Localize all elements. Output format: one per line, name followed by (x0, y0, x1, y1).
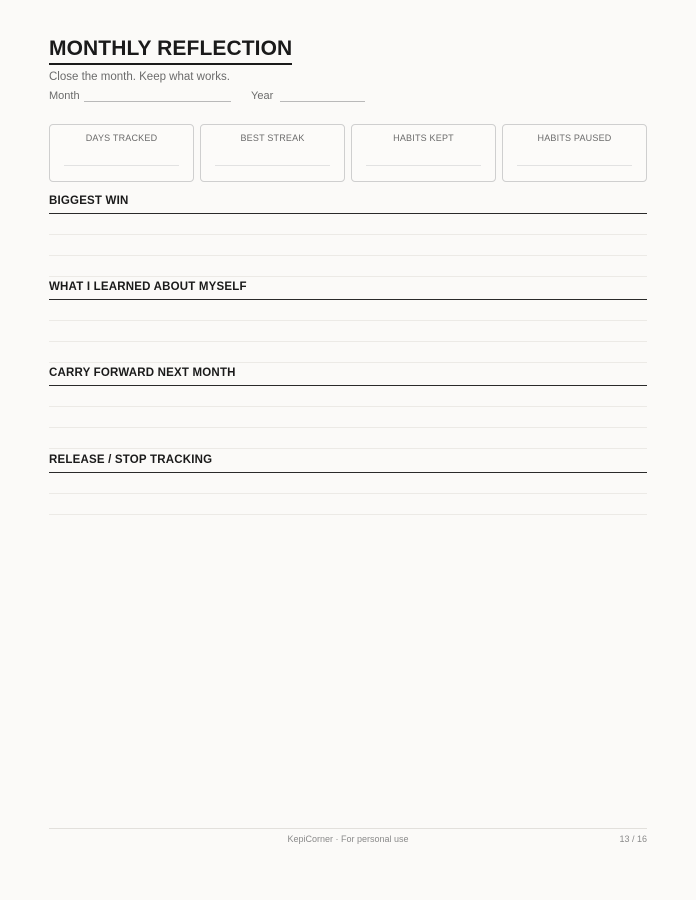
writing-line[interactable] (49, 214, 647, 235)
footer-brand: KepiCorner · For personal use (287, 834, 409, 844)
writing-line[interactable] (49, 428, 647, 449)
writing-line[interactable] (49, 473, 647, 494)
writing-line[interactable] (49, 494, 647, 515)
writing-line[interactable] (49, 321, 647, 342)
writing-line[interactable] (49, 235, 647, 256)
stat-box-habits-kept[interactable] (351, 124, 496, 182)
section-heading: CARRY FORWARD NEXT MONTH (49, 366, 647, 386)
month-year-row (49, 90, 647, 104)
stat-label: HABITS PAUSED (537, 133, 612, 143)
stat-label: HABITS KEPT (393, 133, 454, 143)
section-learned (49, 280, 647, 363)
writing-line[interactable] (49, 407, 647, 428)
stat-label: DAYS TRACKED (85, 133, 158, 143)
writing-line[interactable] (49, 300, 647, 321)
stat-box-habits-paused[interactable] (502, 124, 647, 182)
page-title: MONTHLY REFLECTION (49, 37, 292, 65)
stat-label: BEST STREAK (240, 133, 305, 143)
section-release (49, 453, 647, 515)
month-field[interactable] (84, 101, 231, 102)
stat-box-best-streak[interactable] (200, 124, 345, 182)
section-heading: WHAT I LEARNED ABOUT MYSELF (49, 280, 647, 300)
footer-divider (49, 828, 647, 829)
stat-entry-line (517, 165, 632, 166)
writing-line[interactable] (49, 342, 647, 363)
month-label: Month (49, 90, 80, 102)
stats-row (49, 124, 647, 182)
page-subtitle: Close the month. Keep what works. (49, 71, 230, 83)
reflection-page (49, 0, 647, 900)
section-heading: RELEASE / STOP TRACKING (49, 453, 647, 473)
stat-entry-line (215, 165, 330, 166)
stat-entry-line (64, 165, 179, 166)
section-heading: BIGGEST WIN (49, 194, 647, 214)
stat-box-days-tracked[interactable] (49, 124, 194, 182)
writing-line[interactable] (49, 256, 647, 277)
year-label: Year (251, 90, 274, 102)
stat-entry-line (366, 165, 481, 166)
section-carry-forward (49, 366, 647, 449)
section-biggest-win (49, 194, 647, 277)
year-field[interactable] (280, 101, 365, 102)
writing-line[interactable] (49, 386, 647, 407)
page-number: 13 / 16 (619, 834, 647, 844)
